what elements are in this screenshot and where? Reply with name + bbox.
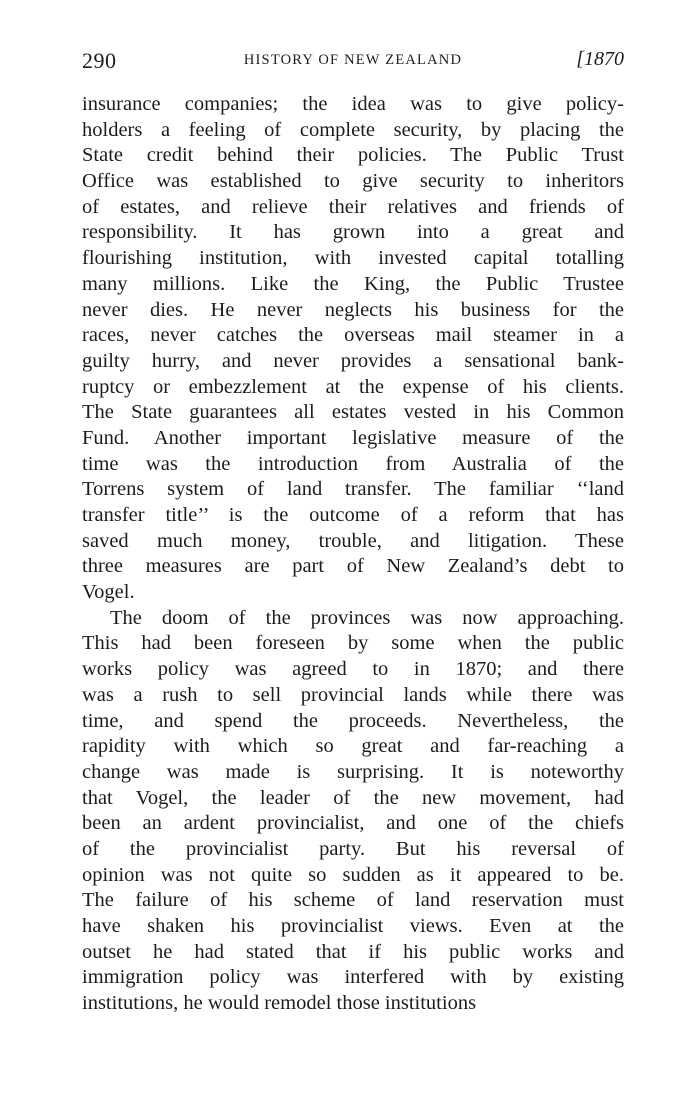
text-line: ruptcy or embezzlement at the expense of his clients. <box>82 375 624 398</box>
text-line: time was the introduction from Australia of the <box>82 452 624 475</box>
text-line: The State guarantees all estates vested in his Common <box>82 401 624 424</box>
running-head <box>82 48 624 76</box>
text-line: saved much money, trouble, and litigation. These <box>82 529 624 552</box>
running-year: [1870 <box>576 48 624 70</box>
running-title: HISTORY OF NEW ZEALAND <box>243 52 463 68</box>
text-line: races, never catches the overseas mail steamer in a <box>82 324 624 347</box>
text-line: Office was established to give security to inheritors <box>82 170 624 193</box>
page-number: 290 <box>82 48 117 73</box>
text-line: of estates, and relieve their relatives and friends of <box>82 195 624 218</box>
text-line: of the provincialist party. But his reversal of <box>82 837 624 860</box>
text-line: rapidity with which so great and far-reaching a <box>82 735 624 758</box>
text-line: The doom of the provinces was now approaching. <box>110 606 624 629</box>
text-line: flourishing institution, with invested capital totalling <box>82 247 624 270</box>
text-line: that Vogel, the leader of the new movement, had <box>82 786 624 809</box>
text-line: outset he had stated that if his public works and <box>82 940 624 963</box>
text-line: State credit behind their policies. The Public Trust <box>82 144 624 167</box>
body-text <box>82 92 624 1017</box>
text-line: Vogel. <box>82 581 135 604</box>
text-line: opinion was not quite so sudden as it appeared to be. <box>82 863 624 886</box>
text-line: immigration policy was interfered with by existing <box>82 966 624 989</box>
text-line: was a rush to sell provincial lands while there was <box>82 683 624 706</box>
text-line: have shaken his provincialist views. Even at the <box>82 915 624 937</box>
text-line: institutions, he would remodel those institutions <box>82 992 477 1015</box>
text-line: This had been foreseen by some when the public <box>82 632 624 655</box>
text-line: guilty hurry, and never provides a sensational bank- <box>82 349 624 372</box>
text-line: responsibility. It has grown into a great and <box>82 221 624 244</box>
text-line: been an ardent provincialist, and one of the chiefs <box>82 812 624 835</box>
text-line: The failure of his scheme of land reservation must <box>82 889 624 912</box>
text-line: Fund. Another important legislative measure of the <box>82 426 624 449</box>
paragraph <box>82 92 624 606</box>
text-line: three measures are part of New Zealand’s debt to <box>82 555 624 578</box>
text-line: holders a feeling of complete security, by placing the <box>82 118 624 141</box>
text-line: Torrens system of land transfer. The familiar ‘‘land <box>82 478 624 501</box>
text-line: many millions. Like the King, the Public Trustee <box>82 272 624 295</box>
text-line: never dies. He never neglects his business for the <box>82 298 624 321</box>
text-line: change was made is surprising. It is noteworthy <box>82 760 624 783</box>
text-line: works policy was agreed to in 1870; and there <box>82 658 624 681</box>
text-line: insurance companies; the idea was to give policy- <box>82 93 624 115</box>
text-line: transfer title’’ is the outcome of a reform that has <box>82 504 624 526</box>
text-line: time, and spend the proceeds. Nevertheless, the <box>82 709 624 732</box>
paragraph <box>82 606 624 1017</box>
